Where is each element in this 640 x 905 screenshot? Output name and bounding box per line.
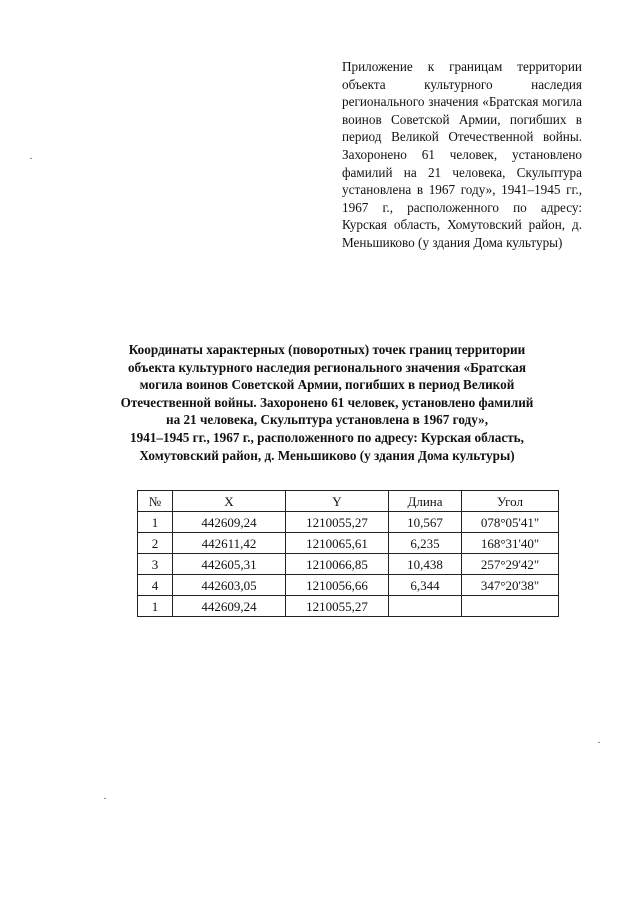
cell-number: 3	[138, 554, 173, 575]
cell-angle: 347°20'38"	[462, 575, 559, 596]
table-row	[138, 596, 559, 617]
cell-length: 10,438	[389, 554, 462, 575]
cell-x: 442609,24	[173, 512, 286, 533]
cell-angle: 168°31'40"	[462, 533, 559, 554]
cell-length: 10,567	[389, 512, 462, 533]
table-header-row	[138, 491, 559, 512]
cell-y: 1210055,27	[286, 512, 389, 533]
cell-angle	[462, 596, 559, 617]
cell-x: 442609,24	[173, 596, 286, 617]
table-row	[138, 575, 559, 596]
coordinates-table	[137, 490, 559, 617]
cell-y: 1210056,66	[286, 575, 389, 596]
header-number: №	[138, 491, 173, 512]
document-title	[92, 341, 562, 464]
cell-y: 1210065,61	[286, 533, 389, 554]
cell-y: 1210066,85	[286, 554, 389, 575]
title-line: объекта культурного наследия регионального значения «Братская	[127, 359, 527, 375]
title-line: могила воинов Советской Армии, погибших в период Великой	[139, 377, 515, 393]
header-angle: Угол	[462, 491, 559, 512]
cell-number: 4	[138, 575, 173, 596]
table-row	[138, 554, 559, 575]
header-y: Y	[286, 491, 389, 512]
appendix-note: Приложение к границам территории объекта культурного наследия регионального значения «Братская могила воинов Советской Армии, погибших в период Великой Отечественной войны. Захоронено 61 человек, установлено фамилий на 21 человека, Скульптура установлена в 1967 году», 1941–1945 гг., 1967 г., расположенного по адресу: Курская область, Хомутовский район, д. Меньшиково (у здания Дома культуры)	[342, 59, 582, 250]
header-x: X	[173, 491, 286, 512]
scan-speck	[30, 158, 32, 159]
title-line: Координаты характерных (поворотных) точек границ территории	[128, 342, 526, 357]
cell-number: 1	[138, 512, 173, 533]
cell-angle: 078°05'41"	[462, 512, 559, 533]
scan-speck	[104, 798, 106, 799]
title-line: 1941–1945 гг., 1967 г., расположенного по адресу: Курская область,	[130, 429, 524, 445]
cell-length: 6,235	[389, 533, 462, 554]
cell-y: 1210055,27	[286, 596, 389, 617]
cell-number: 1	[138, 596, 173, 617]
cell-x: 442605,31	[173, 554, 286, 575]
cell-x: 442611,42	[173, 533, 286, 554]
table-row	[138, 512, 559, 533]
scan-speck	[598, 742, 600, 743]
title-line: Хомутовский район, д. Меньшиково (у здания Дома культуры)	[139, 447, 515, 463]
table-row	[138, 533, 559, 554]
cell-number: 2	[138, 533, 173, 554]
cell-angle: 257°29'42"	[462, 554, 559, 575]
title-line: на 21 человека, Скульптура установлена в 1967 году»,	[165, 412, 489, 428]
cell-length: 6,344	[389, 575, 462, 596]
cell-length	[389, 596, 462, 617]
header-length: Длина	[389, 491, 462, 512]
title-line: Отечественной войны. Захоронено 61 человек, установлено фамилий	[120, 394, 534, 410]
cell-x: 442603,05	[173, 575, 286, 596]
